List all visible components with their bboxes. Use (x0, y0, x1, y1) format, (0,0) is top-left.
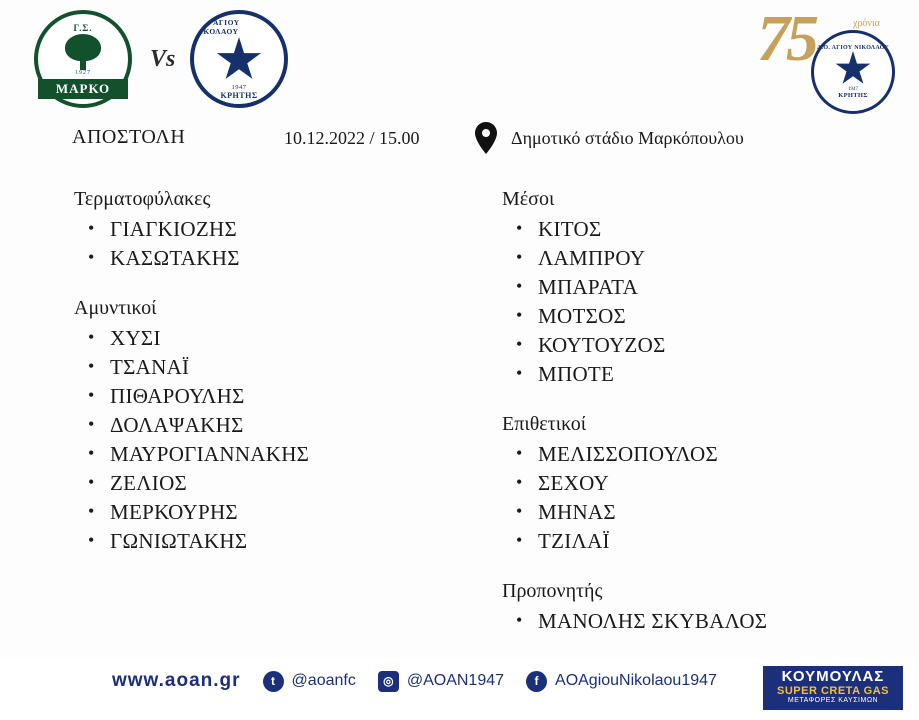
facebook-icon: f (526, 671, 547, 692)
twitter-icon: t (263, 671, 284, 692)
list-item: • ΤΣΑΝΑΪ (72, 353, 492, 382)
list-item: • ΜΠΑΡΑΤΑ (500, 273, 919, 302)
social-twitter[interactable] (263, 671, 356, 692)
away-club-crest (190, 10, 288, 108)
star-icon (835, 51, 871, 87)
position-group-goalkeepers (72, 188, 492, 273)
social-instagram[interactable] (378, 671, 504, 692)
position-group-forwards (500, 413, 919, 556)
list-item: • ΠΙΘΑΡΟΥΛΗΣ (72, 382, 492, 411)
footer (0, 658, 919, 720)
group-title: Αμυντικοί (74, 297, 157, 319)
sponsor-line-2: SUPER CRETA GAS (776, 685, 889, 697)
list-item: • ΓΩΝΙΩΤΑΚΗΣ (72, 527, 492, 556)
group-title: Μέσοι (502, 188, 555, 210)
position-group-coach (500, 580, 919, 636)
group-title: Προπονητής (502, 580, 603, 602)
anniversary-years-label: χρόνια (853, 18, 880, 29)
list-item: • ΜΕΛΙΣΣΟΠΟΥΛΟΣ (500, 440, 919, 469)
instagram-icon: ◎ (378, 671, 399, 692)
away-crest-year: 1947 (231, 84, 247, 91)
player-list (72, 324, 492, 556)
away-crest-top-text: Α.Ο. ΑΓΙΟΥ ΝΙΚΟΛΑΟΥ (194, 18, 240, 36)
list-item: • ΣΕΧΟΥ (500, 469, 919, 498)
list-item: • ΜΕΡΚΟΥΡΗΣ (72, 498, 492, 527)
social-facebook[interactable] (526, 671, 717, 692)
facebook-handle: AOAgiouNikolaou1947 (555, 672, 717, 689)
position-group-defenders (72, 297, 492, 556)
anniversary-crest (811, 30, 895, 114)
home-crest-top-text: Γ.Σ. (73, 23, 93, 33)
sponsor-logo (763, 666, 903, 710)
list-item: • ΤΖΙΛΑΪ (500, 527, 919, 556)
anniversary-badge (757, 2, 897, 111)
twitter-handle: @aoanfc (291, 672, 356, 689)
home-club-crest (34, 10, 132, 108)
sponsor-line-3: ΜΕΤΑΦΟΡΕΣ ΚΑΥΣΙΜΩΝ (787, 697, 879, 704)
star-icon (216, 37, 262, 83)
squad-column-left (72, 188, 492, 574)
list-item: • ΛΑΜΠΡΟΥ (500, 244, 919, 273)
map-pin-icon (474, 122, 498, 154)
website-link[interactable]: www.aoan.gr (112, 670, 241, 691)
sponsor-line-1: ΚΟΥΜΟΥΛΑΣ (781, 668, 885, 685)
header (0, 4, 919, 116)
list-item: • ΖΕΛΙΟΣ (72, 469, 492, 498)
player-list (500, 215, 919, 389)
position-group-midfielders (500, 188, 919, 389)
list-item: • ΓΙΑΓΚΙΟΖΗΣ (72, 215, 492, 244)
list-item: • ΜΟΤΣΟΣ (500, 302, 919, 331)
player-list (500, 440, 919, 556)
squad-column-right (500, 188, 919, 654)
anniversary-number: 75 (757, 2, 815, 75)
list-item: • ΚΙΤΟΣ (500, 215, 919, 244)
list-item: • ΜΑΥΡΟΓΙΑΝΝΑΚΗΣ (72, 440, 492, 469)
anniversary-crest-bottom-text: ΚΡΗΤΗΣ (838, 92, 868, 99)
list-item: • ΔΟΛΑΨΑΚΗΣ (72, 411, 492, 440)
list-item: • ΧΥΣΙ (72, 324, 492, 353)
anniversary-crest-year: 1947 (848, 87, 858, 92)
match-datetime: 10.12.2022 / 15.00 (284, 128, 420, 148)
vs-label: Vs (150, 46, 176, 72)
list-item: • ΚΑΣΩΤΑΚΗΣ (72, 244, 492, 273)
squad-label: ΑΠΟΣΤΟΛΗ (72, 126, 186, 148)
instagram-handle: @AOAN1947 (406, 672, 505, 689)
tree-icon (61, 34, 105, 72)
list-item: • ΚΟΥΤΟΥΖΟΣ (500, 331, 919, 360)
anniversary-crest-top-text: Α.Ο. ΑΓΙΟΥ ΝΙΚΟΛΑΟΥ (816, 45, 890, 51)
group-title: Τερματοφύλακες (74, 188, 211, 210)
group-title: Επιθετικοί (502, 413, 587, 435)
home-crest-name: ΜΑΡΚΟ (38, 79, 128, 99)
away-crest-bottom-text: ΚΡΗΤΗΣ (220, 91, 258, 100)
list-item: • ΜΠΟΤΕ (500, 360, 919, 389)
match-venue: Δημοτικό στάδιο Μαρκόπουλου (511, 128, 744, 148)
list-item: • ΜΗΝΑΣ (500, 498, 919, 527)
player-list (72, 215, 492, 273)
home-crest-year: 1927 (75, 70, 91, 76)
match-info-row (0, 126, 919, 156)
player-list (500, 607, 919, 636)
list-item: • ΜΑΝΟΛΗΣ ΣΚΥΒΑΛΟΣ (500, 607, 919, 636)
